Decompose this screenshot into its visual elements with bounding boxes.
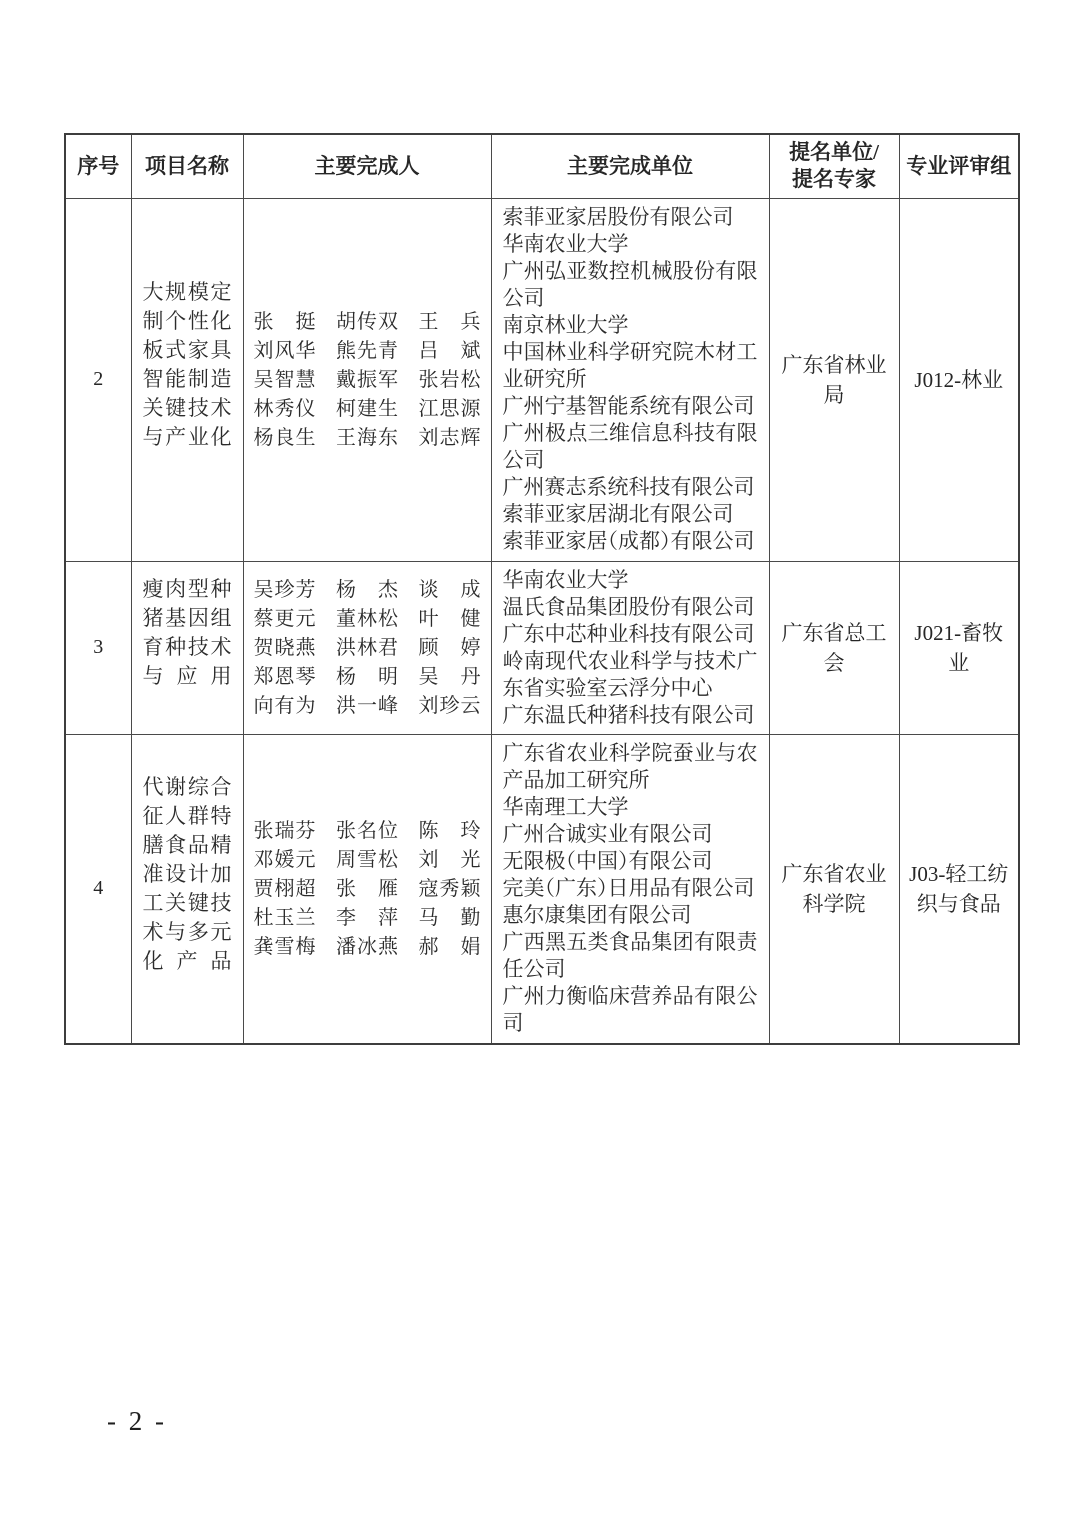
project-name-text: 瘦肉型种猪基因组育种技术与应用 — [142, 577, 232, 688]
unit-line: 广州宁基智能系统有限公司 — [502, 394, 755, 418]
completer-name: 胡传双 — [336, 310, 398, 333]
completer-name: 林秀仪 — [253, 397, 316, 420]
completer-name: 谈成 — [418, 578, 481, 601]
completer-name: 邓媛元 — [253, 848, 316, 871]
cell-project-name — [131, 561, 243, 734]
completer-name: 吴珍芳 — [253, 578, 316, 601]
header-completers: 主要完成人 — [243, 134, 491, 198]
completer-name: 杜玉兰 — [253, 906, 316, 929]
unit-line: 温氏食品集团股份有限公司 — [502, 594, 755, 619]
completer-name: 张瑞芬 — [253, 819, 316, 842]
unit-line: 索菲亚家居股份有限公司 — [502, 205, 734, 229]
completer-name: 王海东 — [336, 426, 398, 449]
completer-name: 杨杰 — [336, 578, 398, 601]
header-nominator — [769, 134, 899, 198]
completer-name: 刘珍云 — [418, 694, 481, 717]
completer-name: 蔡更元 — [253, 607, 316, 630]
cell-index: 2 — [65, 198, 131, 561]
completer-name: 洪林君 — [336, 636, 398, 659]
unit-line: 广州赛志系统科技有限公司 — [502, 475, 755, 499]
cell-index: 4 — [65, 734, 131, 1044]
completer-name: 杨明 — [336, 665, 398, 688]
cell-project-name — [131, 198, 243, 561]
completer-name: 陈玲 — [418, 819, 481, 842]
completer-name: 吕斌 — [418, 339, 481, 362]
cell-project-name — [131, 734, 243, 1044]
header-index: 序号 — [65, 134, 131, 198]
completer-name: 顾婷 — [418, 636, 481, 659]
projects-table — [64, 133, 1020, 1045]
completers-grid — [254, 821, 481, 957]
project-name-text: 大规模定制个性化板式家具智能制造关键技术与产业化 — [142, 280, 232, 449]
unit-line: 华南农业大学 — [502, 232, 629, 256]
completer-name: 龚雪梅 — [253, 935, 316, 958]
completer-name: 王兵 — [418, 310, 481, 333]
cell-review-group: J021-畜牧业 — [899, 561, 1019, 734]
unit-line: 南京林业大学 — [502, 313, 629, 337]
unit-line: 索菲亚家居湖北有限公司 — [502, 502, 734, 526]
header-units: 主要完成单位 — [491, 134, 769, 198]
completer-name: 张挺 — [253, 310, 316, 333]
completer-name: 郝娟 — [418, 935, 481, 958]
header-review-group: 专业评审组 — [899, 134, 1019, 198]
completer-name: 周雪松 — [336, 848, 398, 871]
completer-name: 刘光 — [418, 848, 481, 871]
unit-line: 岭南现代农业科学与技术广东省实验室云浮分中心 — [502, 648, 758, 700]
completer-name: 贺晓燕 — [253, 636, 316, 659]
cell-completers — [243, 734, 491, 1044]
header-project-name: 项目名称 — [131, 134, 243, 198]
unit-line: 华南农业大学 — [502, 567, 629, 592]
cell-units — [491, 198, 769, 561]
unit-line: 广州弘亚数控机械股份有限公司 — [502, 259, 758, 310]
cell-units — [491, 734, 769, 1044]
unit-line: 广东温氏种猪科技有限公司 — [502, 702, 755, 727]
cell-nominator: 广东省农业科学院 — [769, 734, 899, 1044]
completer-name: 刘风华 — [253, 339, 316, 362]
unit-line: 广州力衡临床营养品有限公司 — [502, 984, 758, 1036]
header-nominator-line2: 提名专家 — [792, 167, 876, 192]
cell-units — [491, 561, 769, 734]
completer-name: 张岩松 — [418, 368, 481, 391]
completer-name: 熊先青 — [336, 339, 398, 362]
completer-name: 柯建生 — [336, 397, 398, 420]
cell-nominator: 广东省林业局 — [769, 198, 899, 561]
completer-name: 寇秀颖 — [418, 877, 481, 900]
unit-line: 中国林业科学研究院木材工业研究所 — [502, 340, 758, 391]
completer-name: 吴智慧 — [253, 368, 316, 391]
unit-line: 华南理工大学 — [502, 795, 629, 820]
completer-name: 刘志辉 — [418, 426, 481, 449]
completer-name: 向有为 — [253, 694, 316, 717]
cell-nominator: 广东省总工会 — [769, 561, 899, 734]
unit-line: 广西黑五类食品集团有限责任公司 — [502, 930, 758, 982]
header-nominator-line1: 提名单位/ — [789, 140, 879, 165]
completer-name: 杨良生 — [253, 426, 316, 449]
cell-completers — [243, 198, 491, 561]
completer-name: 董林松 — [336, 607, 398, 630]
page-number: - 2 - — [107, 1406, 167, 1436]
unit-line: 广州合诚实业有限公司 — [502, 822, 713, 847]
cell-review-group: J03-轻工纺织与食品 — [899, 734, 1019, 1044]
completers-grid — [254, 580, 481, 716]
unit-line: 广州极点三维信息科技有限公司 — [502, 421, 758, 472]
completer-name: 潘冰燕 — [336, 935, 398, 958]
unit-line: 广东省农业科学院蚕业与农产品加工研究所 — [502, 741, 758, 793]
completer-name: 张雁 — [336, 877, 398, 900]
completer-name: 吴丹 — [418, 665, 481, 688]
completer-name: 江思源 — [418, 397, 481, 420]
unit-line: 索菲亚家居（成都）有限公司 — [502, 529, 755, 553]
completer-name: 贾栩超 — [253, 877, 316, 900]
completer-name: 叶健 — [418, 607, 481, 630]
unit-line: 无限极（中国）有限公司 — [502, 849, 713, 874]
completer-name: 戴振军 — [336, 368, 398, 391]
cell-review-group: J012-林业 — [899, 198, 1019, 561]
completer-name: 郑恩琴 — [253, 665, 316, 688]
completers-grid — [254, 312, 481, 448]
cell-completers — [243, 561, 491, 734]
completer-name: 张名位 — [336, 819, 398, 842]
unit-line: 惠尔康集团有限公司 — [502, 903, 692, 928]
project-name-text: 代谢综合征人群特膳食品精准设计加工关键技术与多元化产品 — [142, 774, 232, 973]
table-row — [65, 561, 1019, 734]
table-row — [65, 734, 1019, 1044]
header-row — [65, 134, 1019, 198]
completer-name: 马勤 — [418, 906, 481, 929]
unit-line: 完美（广东）日用品有限公司 — [502, 876, 755, 901]
table-row — [65, 198, 1019, 561]
cell-index: 3 — [65, 561, 131, 734]
completer-name: 洪一峰 — [336, 694, 398, 717]
completer-name: 李萍 — [336, 906, 398, 929]
unit-line: 广东中芯种业科技有限公司 — [502, 621, 755, 646]
